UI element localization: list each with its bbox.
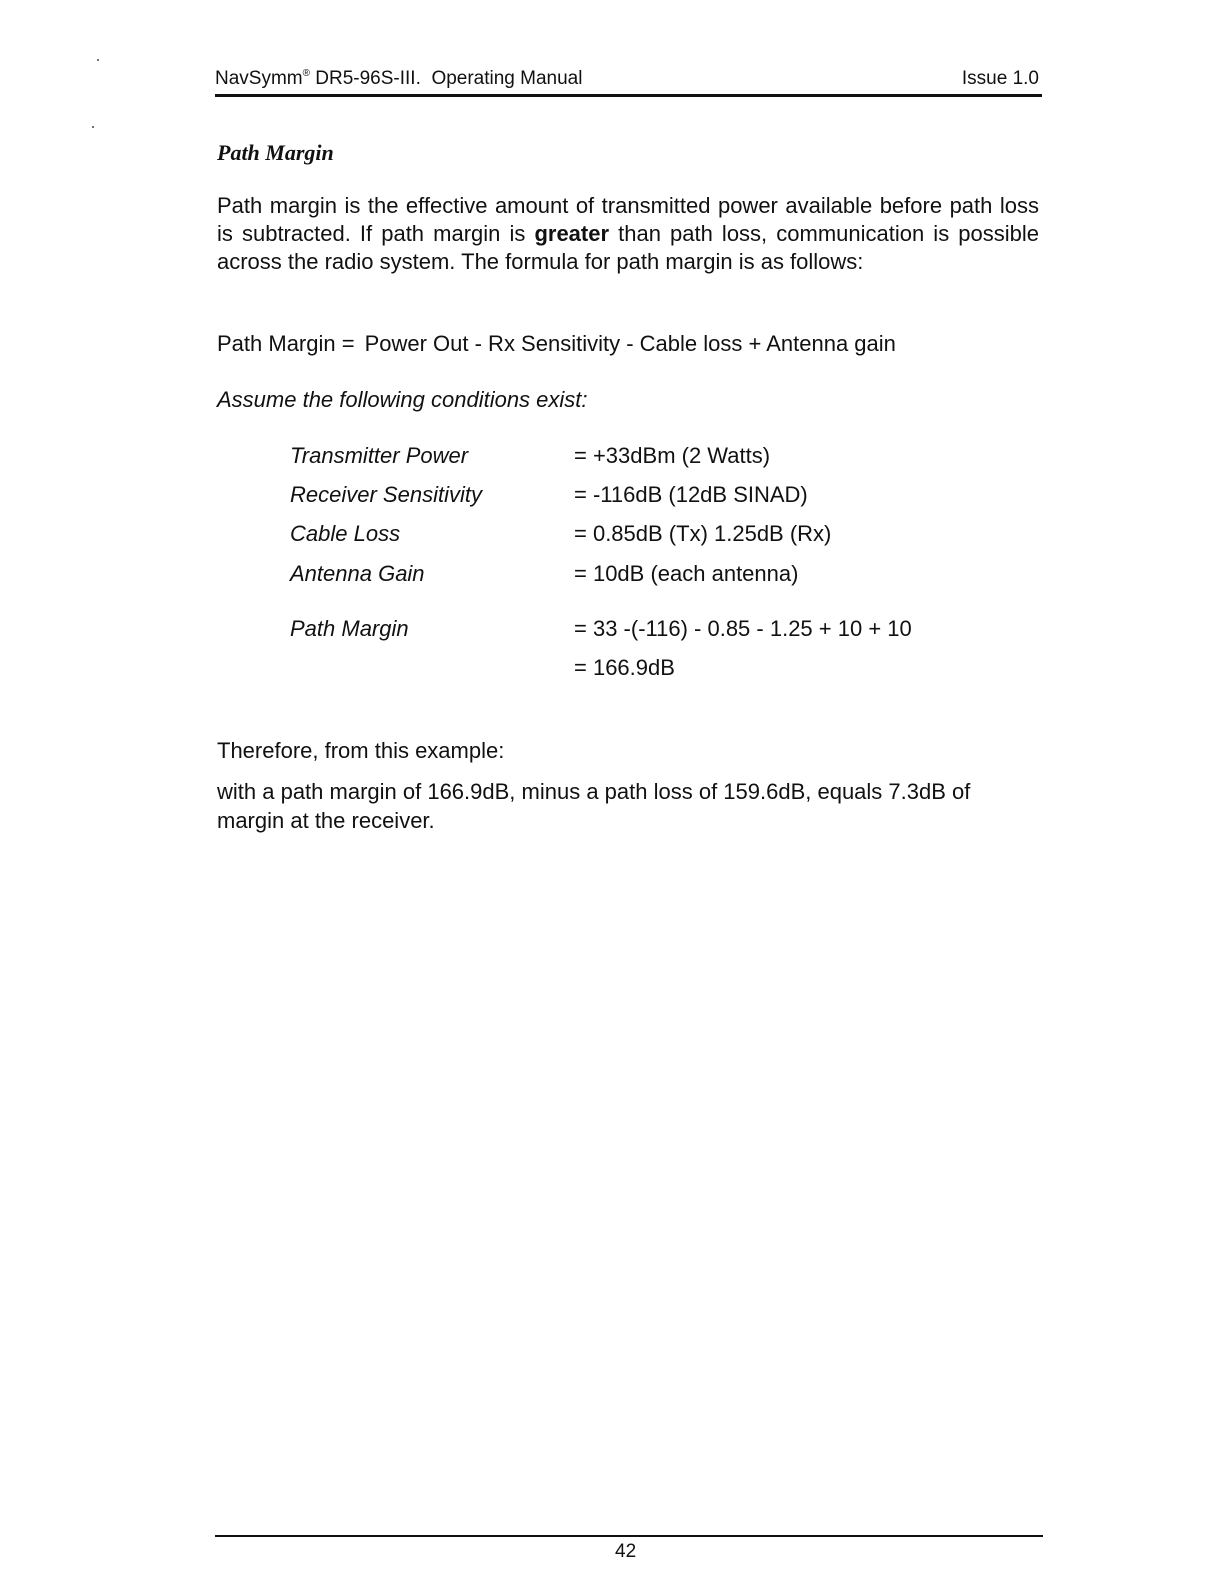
formula-rhs: Power Out - Rx Sensitivity - Cable loss + Antenna gain — [364, 331, 896, 356]
result-paragraph: with a path margin of 166.9dB, minus a path loss of 159.6dB, equals 7.3dB of margin at the receiver. — [217, 779, 971, 833]
condition-label-cable-loss: Cable Loss — [290, 521, 401, 546]
path-margin-formula — [217, 331, 896, 357]
condition-value-receiver-sensitivity: = -116dB (12dB SINAD) — [574, 482, 808, 507]
header-product: NavSymm — [215, 68, 303, 89]
condition-value-transmitter-power: = +33dBm (2 Watts) — [574, 443, 771, 468]
intro-text-1: Path margin is the effective amount of transmitted power available before path loss is subtracted. If path margin is — [217, 193, 1039, 246]
calc-expression: = 33 -(-116) - 0.85 - 1.25 + 10 + 10 — [574, 616, 912, 641]
intro-emphasis: greater — [534, 221, 610, 246]
calc-label-path-margin: Path Margin — [290, 616, 409, 641]
header-doc-title: Operating Manual — [431, 68, 583, 89]
condition-value-antenna-gain: = 10dB (each antenna) — [574, 561, 799, 586]
intro-text-2: than path loss, communication is possible across the radio system. The formula for path margin is as follows: — [217, 221, 1039, 274]
condition-value-cable-loss: = 0.85dB (Tx) 1.25dB (Rx) — [574, 521, 832, 546]
scan-speck — [92, 126, 94, 128]
therefore-line: Therefore, from this example: — [217, 738, 505, 763]
assumption-intro: Assume the following conditions exist: — [217, 387, 588, 412]
section-title: Path Margin — [217, 140, 334, 165]
registered-mark: ® — [302, 68, 310, 79]
header-issue: Issue 1.0 — [961, 68, 1039, 89]
scan-speck — [97, 59, 99, 61]
formula-lhs: Path Margin = — [217, 331, 355, 356]
header-title — [215, 68, 582, 90]
condition-label-transmitter-power: Transmitter Power — [290, 443, 469, 468]
page-number: 42 — [615, 1541, 637, 1562]
intro-paragraph — [217, 192, 1039, 276]
calc-result: = 166.9dB — [574, 655, 675, 680]
footer-rule — [215, 1535, 1043, 1537]
condition-label-antenna-gain: Antenna Gain — [290, 561, 425, 586]
page-header — [215, 64, 1042, 97]
header-model: DR5-96S-III. — [315, 68, 421, 89]
condition-label-receiver-sensitivity: Receiver Sensitivity — [290, 482, 482, 507]
